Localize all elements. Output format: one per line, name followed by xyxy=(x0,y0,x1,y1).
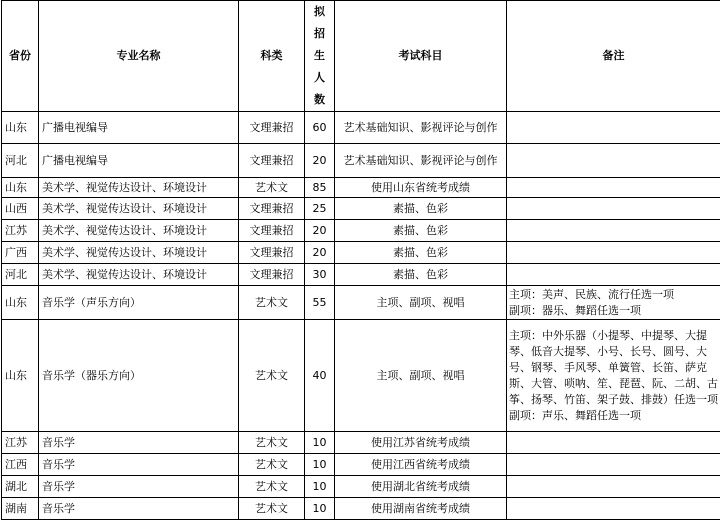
cell-remark xyxy=(507,432,720,454)
cell-category: 文理兼招 xyxy=(239,144,305,178)
header-row xyxy=(2,1,720,112)
table-row xyxy=(2,112,720,144)
cell-province: 湖北 xyxy=(2,476,39,498)
cell-exam: 主项、副项、视唱 xyxy=(335,286,507,320)
cell-remark: 主项：美声、民族、流行任选一项 副项：器乐、舞蹈任选一项 xyxy=(507,286,720,320)
header-quota-char: 数 xyxy=(305,89,334,111)
cell-remark xyxy=(507,178,720,198)
cell-quota: 55 xyxy=(305,286,335,320)
table-row xyxy=(2,454,720,476)
table-row xyxy=(2,144,720,178)
cell-remark xyxy=(507,220,720,242)
table-row xyxy=(2,220,720,242)
cell-major: 美术学、视觉传达设计、环境设计 xyxy=(39,178,239,198)
cell-remark xyxy=(507,144,720,178)
cell-exam: 使用山东省统考成绩 xyxy=(335,178,507,198)
cell-province: 山东 xyxy=(2,178,39,198)
cell-major: 音乐学（器乐方向） xyxy=(39,320,239,432)
header-major: 专业名称 xyxy=(39,1,239,112)
cell-major: 美术学、视觉传达设计、环境设计 xyxy=(39,198,239,220)
table-row xyxy=(2,432,720,454)
cell-major: 广播电视编导 xyxy=(39,144,239,178)
cell-remark xyxy=(507,198,720,220)
cell-exam: 素描、色彩 xyxy=(335,242,507,264)
cell-major: 美术学、视觉传达设计、环境设计 xyxy=(39,220,239,242)
cell-major: 广播电视编导 xyxy=(39,112,239,144)
cell-quota: 10 xyxy=(305,476,335,498)
header-quota-char: 招 xyxy=(305,23,334,45)
cell-major: 美术学、视觉传达设计、环境设计 xyxy=(39,242,239,264)
cell-remark xyxy=(507,112,720,144)
cell-province: 山东 xyxy=(2,286,39,320)
cell-category: 艺术文 xyxy=(239,454,305,476)
cell-province: 山东 xyxy=(2,112,39,144)
cell-quota: 10 xyxy=(305,454,335,476)
cell-remark xyxy=(507,242,720,264)
cell-exam: 使用湖北省统考成绩 xyxy=(335,476,507,498)
cell-remark xyxy=(507,454,720,476)
cell-category: 艺术文 xyxy=(239,178,305,198)
header-quota-char: 拟 xyxy=(305,1,334,23)
cell-category: 文理兼招 xyxy=(239,112,305,144)
cell-major: 音乐学 xyxy=(39,476,239,498)
cell-category: 文理兼招 xyxy=(239,198,305,220)
table-row xyxy=(2,178,720,198)
cell-category: 艺术文 xyxy=(239,498,305,520)
cell-quota: 85 xyxy=(305,178,335,198)
cell-major: 音乐学 xyxy=(39,498,239,520)
cell-quota: 10 xyxy=(305,432,335,454)
cell-remark xyxy=(507,498,720,520)
cell-quota: 20 xyxy=(305,242,335,264)
cell-province: 湖南 xyxy=(2,498,39,520)
cell-category: 文理兼招 xyxy=(239,242,305,264)
cell-major: 美术学、视觉传达设计、环境设计 xyxy=(39,264,239,286)
table-row xyxy=(2,286,720,320)
cell-quota: 10 xyxy=(305,498,335,520)
enrollment-table xyxy=(1,0,720,520)
cell-exam: 使用湖南省统考成绩 xyxy=(335,498,507,520)
cell-major: 音乐学 xyxy=(39,432,239,454)
cell-remark xyxy=(507,476,720,498)
cell-major: 音乐学 xyxy=(39,454,239,476)
cell-province: 山西 xyxy=(2,198,39,220)
header-remark: 备注 xyxy=(507,1,720,112)
cell-category: 文理兼招 xyxy=(239,220,305,242)
cell-quota: 30 xyxy=(305,264,335,286)
table-row xyxy=(2,242,720,264)
cell-category: 艺术文 xyxy=(239,432,305,454)
cell-quota: 20 xyxy=(305,220,335,242)
cell-remark xyxy=(507,264,720,286)
header-quota-char: 生 xyxy=(305,45,334,67)
cell-major: 音乐学（声乐方向） xyxy=(39,286,239,320)
cell-exam: 使用江苏省统考成绩 xyxy=(335,432,507,454)
header-quota xyxy=(305,1,335,112)
table-body xyxy=(2,112,720,520)
header-province: 省份 xyxy=(2,1,39,112)
cell-province: 山东 xyxy=(2,320,39,432)
cell-quota: 40 xyxy=(305,320,335,432)
header-category: 科类 xyxy=(239,1,305,112)
table-row xyxy=(2,264,720,286)
header-exam: 考试科目 xyxy=(335,1,507,112)
cell-exam: 素描、色彩 xyxy=(335,264,507,286)
cell-quota: 20 xyxy=(305,144,335,178)
table-row xyxy=(2,498,720,520)
table-row xyxy=(2,198,720,220)
cell-province: 河北 xyxy=(2,144,39,178)
cell-exam: 艺术基础知识、影视评论与创作 xyxy=(335,112,507,144)
cell-exam: 使用江西省统考成绩 xyxy=(335,454,507,476)
cell-province: 河北 xyxy=(2,264,39,286)
cell-category: 艺术文 xyxy=(239,286,305,320)
cell-exam: 主项、副项、视唱 xyxy=(335,320,507,432)
cell-exam: 艺术基础知识、影视评论与创作 xyxy=(335,144,507,178)
cell-quota: 25 xyxy=(305,198,335,220)
table-row xyxy=(2,476,720,498)
cell-exam: 素描、色彩 xyxy=(335,220,507,242)
cell-province: 江苏 xyxy=(2,432,39,454)
cell-province: 江西 xyxy=(2,454,39,476)
cell-category: 艺术文 xyxy=(239,476,305,498)
cell-province: 江苏 xyxy=(2,220,39,242)
cell-exam: 素描、色彩 xyxy=(335,198,507,220)
cell-category: 文理兼招 xyxy=(239,264,305,286)
cell-category: 艺术文 xyxy=(239,320,305,432)
cell-remark: 主项：中外乐器（小提琴、中提琴、大提琴、低音大提琴、小号、长号、圆号、大号、钢琴、手风琴、单簧管、长笛、萨克斯、大管、唢呐、笙、琵琶、阮、二胡、古筝、扬琴、竹笛、架子鼓、排鼓）任选一项 副项：声乐、舞蹈任选一项 xyxy=(507,320,720,432)
cell-province: 广西 xyxy=(2,242,39,264)
table-row xyxy=(2,320,720,432)
header-quota-char: 人 xyxy=(305,67,334,89)
cell-quota: 60 xyxy=(305,112,335,144)
